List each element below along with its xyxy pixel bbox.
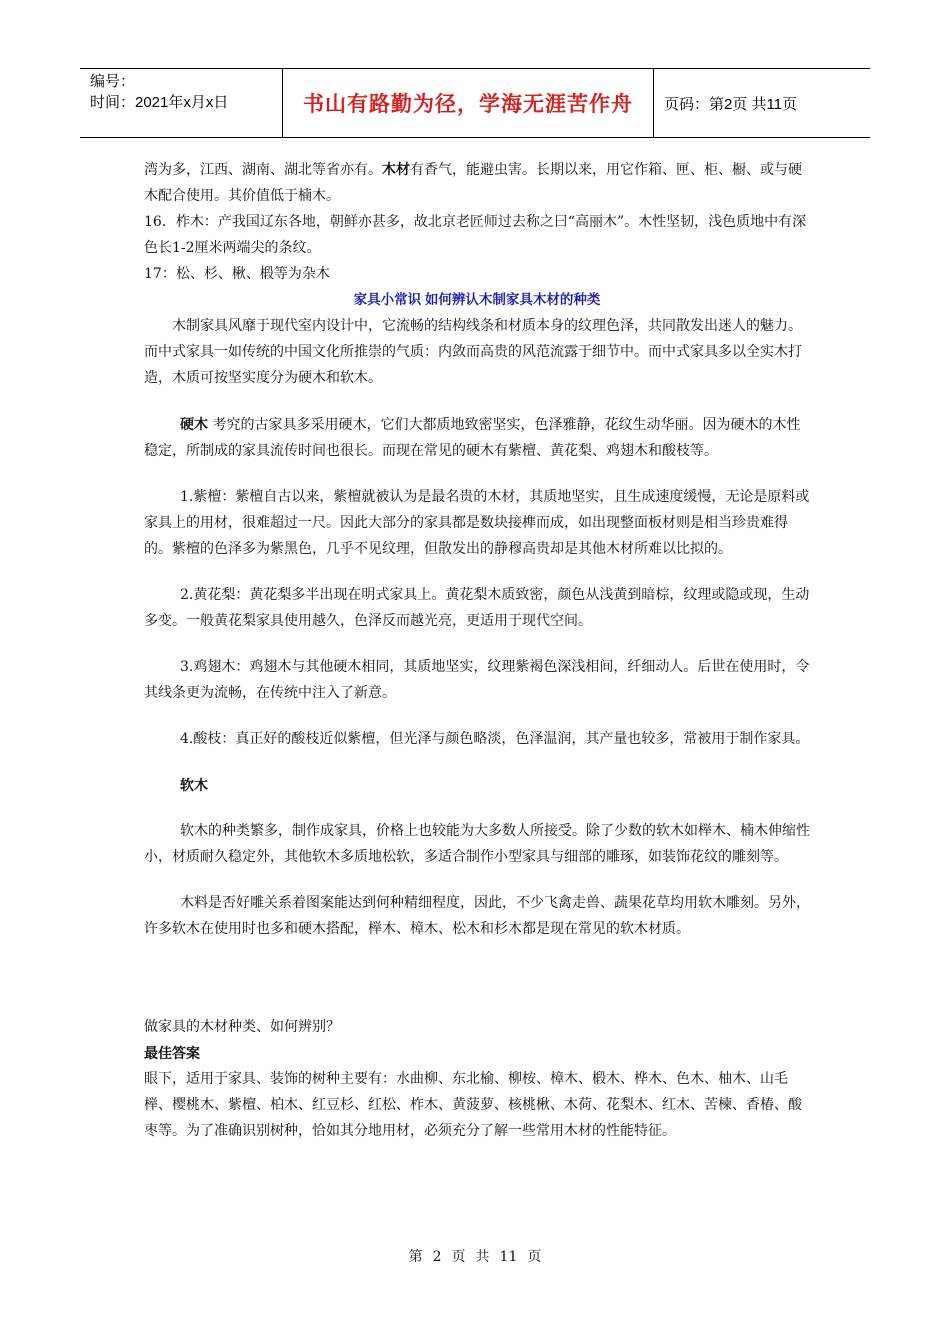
paragraph-oak: 16．柞木：产我国辽东各地，朝鲜亦甚多，故北京老匠师过去称之曰“高丽木”。木性坚韧，浅色质地中有深色长1-2厘米两端尖的条纹。 — [144, 214, 807, 256]
paragraph-camphor-cont: 湾为多，江西、湖南、湖北等省亦有。木材有香气，能避虫害。长期以来，用它作箱、匣、柜、橱、或与硬木配合使用。其价值低于楠木。 — [144, 161, 802, 204]
header-page-number: 页码：第2页 共11页 — [664, 95, 798, 113]
page-footer: 第 2 页 共 11 页 — [408, 1249, 542, 1265]
softwood-heading: 软木 — [180, 777, 208, 793]
code-label: 编号： — [90, 73, 136, 90]
paragraph-zitan: 1.紫檀：紫檀自古以来，紫檀就被认为是最名贵的木材，其质地坚实，且生成速度缓慢，无论是原料或家具上的用材，很难超过一尺。因此大部分的家具都是数块接榫而成，如出现整面板材则是相当珍贵难得的。紫檀的色泽多为紫黑色，几乎不见纹理，但散发出的静穆高贵却是其他木材所难以比拟的。 — [144, 489, 810, 557]
best-answer-label: 最佳答案 — [144, 1045, 200, 1061]
paragraph-misc-wood: 17：松、杉、楸、椴等为杂木 — [144, 266, 330, 282]
bold-term-wood: 木材 — [382, 161, 410, 177]
paragraph-huanghuali: 2.黄花梨：黄花梨多半出现在明式家具上。黄花梨木质致密，颜色从浅黄到暗棕，纹理或隐或现，生动多变。一般黄花梨家具使用越久，色泽反而越光亮，更适用于现代空间。 — [144, 587, 810, 629]
page-header — [80, 68, 870, 138]
document-body — [144, 156, 810, 1144]
paragraph-softwood-1: 软木的种类繁多，制作成家具，价格上也较能为大多数人所接受。除了少数的软木如榉木、楠木伸缩性小，材质耐久稳定外，其他软木多质地松软，多适合制作小型家具与细部的雕琢，如装饰花纹的雕刻等。 — [144, 823, 810, 865]
paragraph-suanzhi: 4.酸枝：真正好的酸枝近似紫檀，但光泽与颜色略淡，色泽温润，其产量也较多，常被用于制作家具。 — [180, 731, 810, 747]
paragraph-softwood-2: 木料是否好雕关系着图案能达到何种精细程度，因此，不少飞禽走兽、蔬果花草均用软木雕刻。另外，许多软木在使用时也多和硬木搭配，榉木、樟木、松木和杉木都是现在常见的软木材质。 — [144, 895, 810, 937]
paragraph-hardwood: 硬木 考究的古家具多采用硬木，它们大都质地致密坚实，色泽雅静，花纹生动华丽。因为硬木的木性稳定，所制成的家具流传时间也很长。而现在常见的硬木有紫檀、黄花梨、鸡翅木和酸枝等。 — [144, 416, 801, 459]
question-text: 做家具的木材种类、如何辨别？ — [144, 1019, 340, 1035]
header-motto: 书山有路勤为径，学海无涯苦作舟 — [282, 69, 654, 137]
section-title: 家具小常识 如何辨认木制家具木材的种类 — [353, 292, 601, 307]
answer-text: 眼下，适用于家具、装饰的树种主要有：水曲柳、东北榆、柳桉、樟木、椴木、桦木、色木、柚木、山毛榉、樱桃木、紫檀、柏木、红豆杉、红松、柞木、黄菠萝、核桃楸、木荷、花梨木、红木、苦楝、香椿、酸枣等。为了准确识别树种，恰如其分地用材，必须充分了解一些常用木材的性能特征。 — [144, 1071, 802, 1139]
paragraph-intro: 木制家具风靡于现代室内设计中，它流畅的结构线条和材质本身的纹理色泽，共同散发出迷人的魅力。而中式家具一如传统的中国文化所推崇的气质：内敛而高贵的风范流露于细节中。而中式家具多以全实木打造，木质可按坚实度分为硬木和软木。 — [144, 318, 802, 386]
time-label: 时间：2021年x月x日 — [90, 94, 229, 111]
paragraph-jichi: 3.鸡翅木：鸡翅木与其他硬木相同，其质地坚实，纹理紫褐色深浅相间，纤细动人。后世在使用时，令其线条更为流畅，在传统中注入了新意。 — [144, 659, 810, 701]
header-meta — [80, 69, 282, 137]
hardwood-heading: 硬木 — [180, 416, 208, 432]
